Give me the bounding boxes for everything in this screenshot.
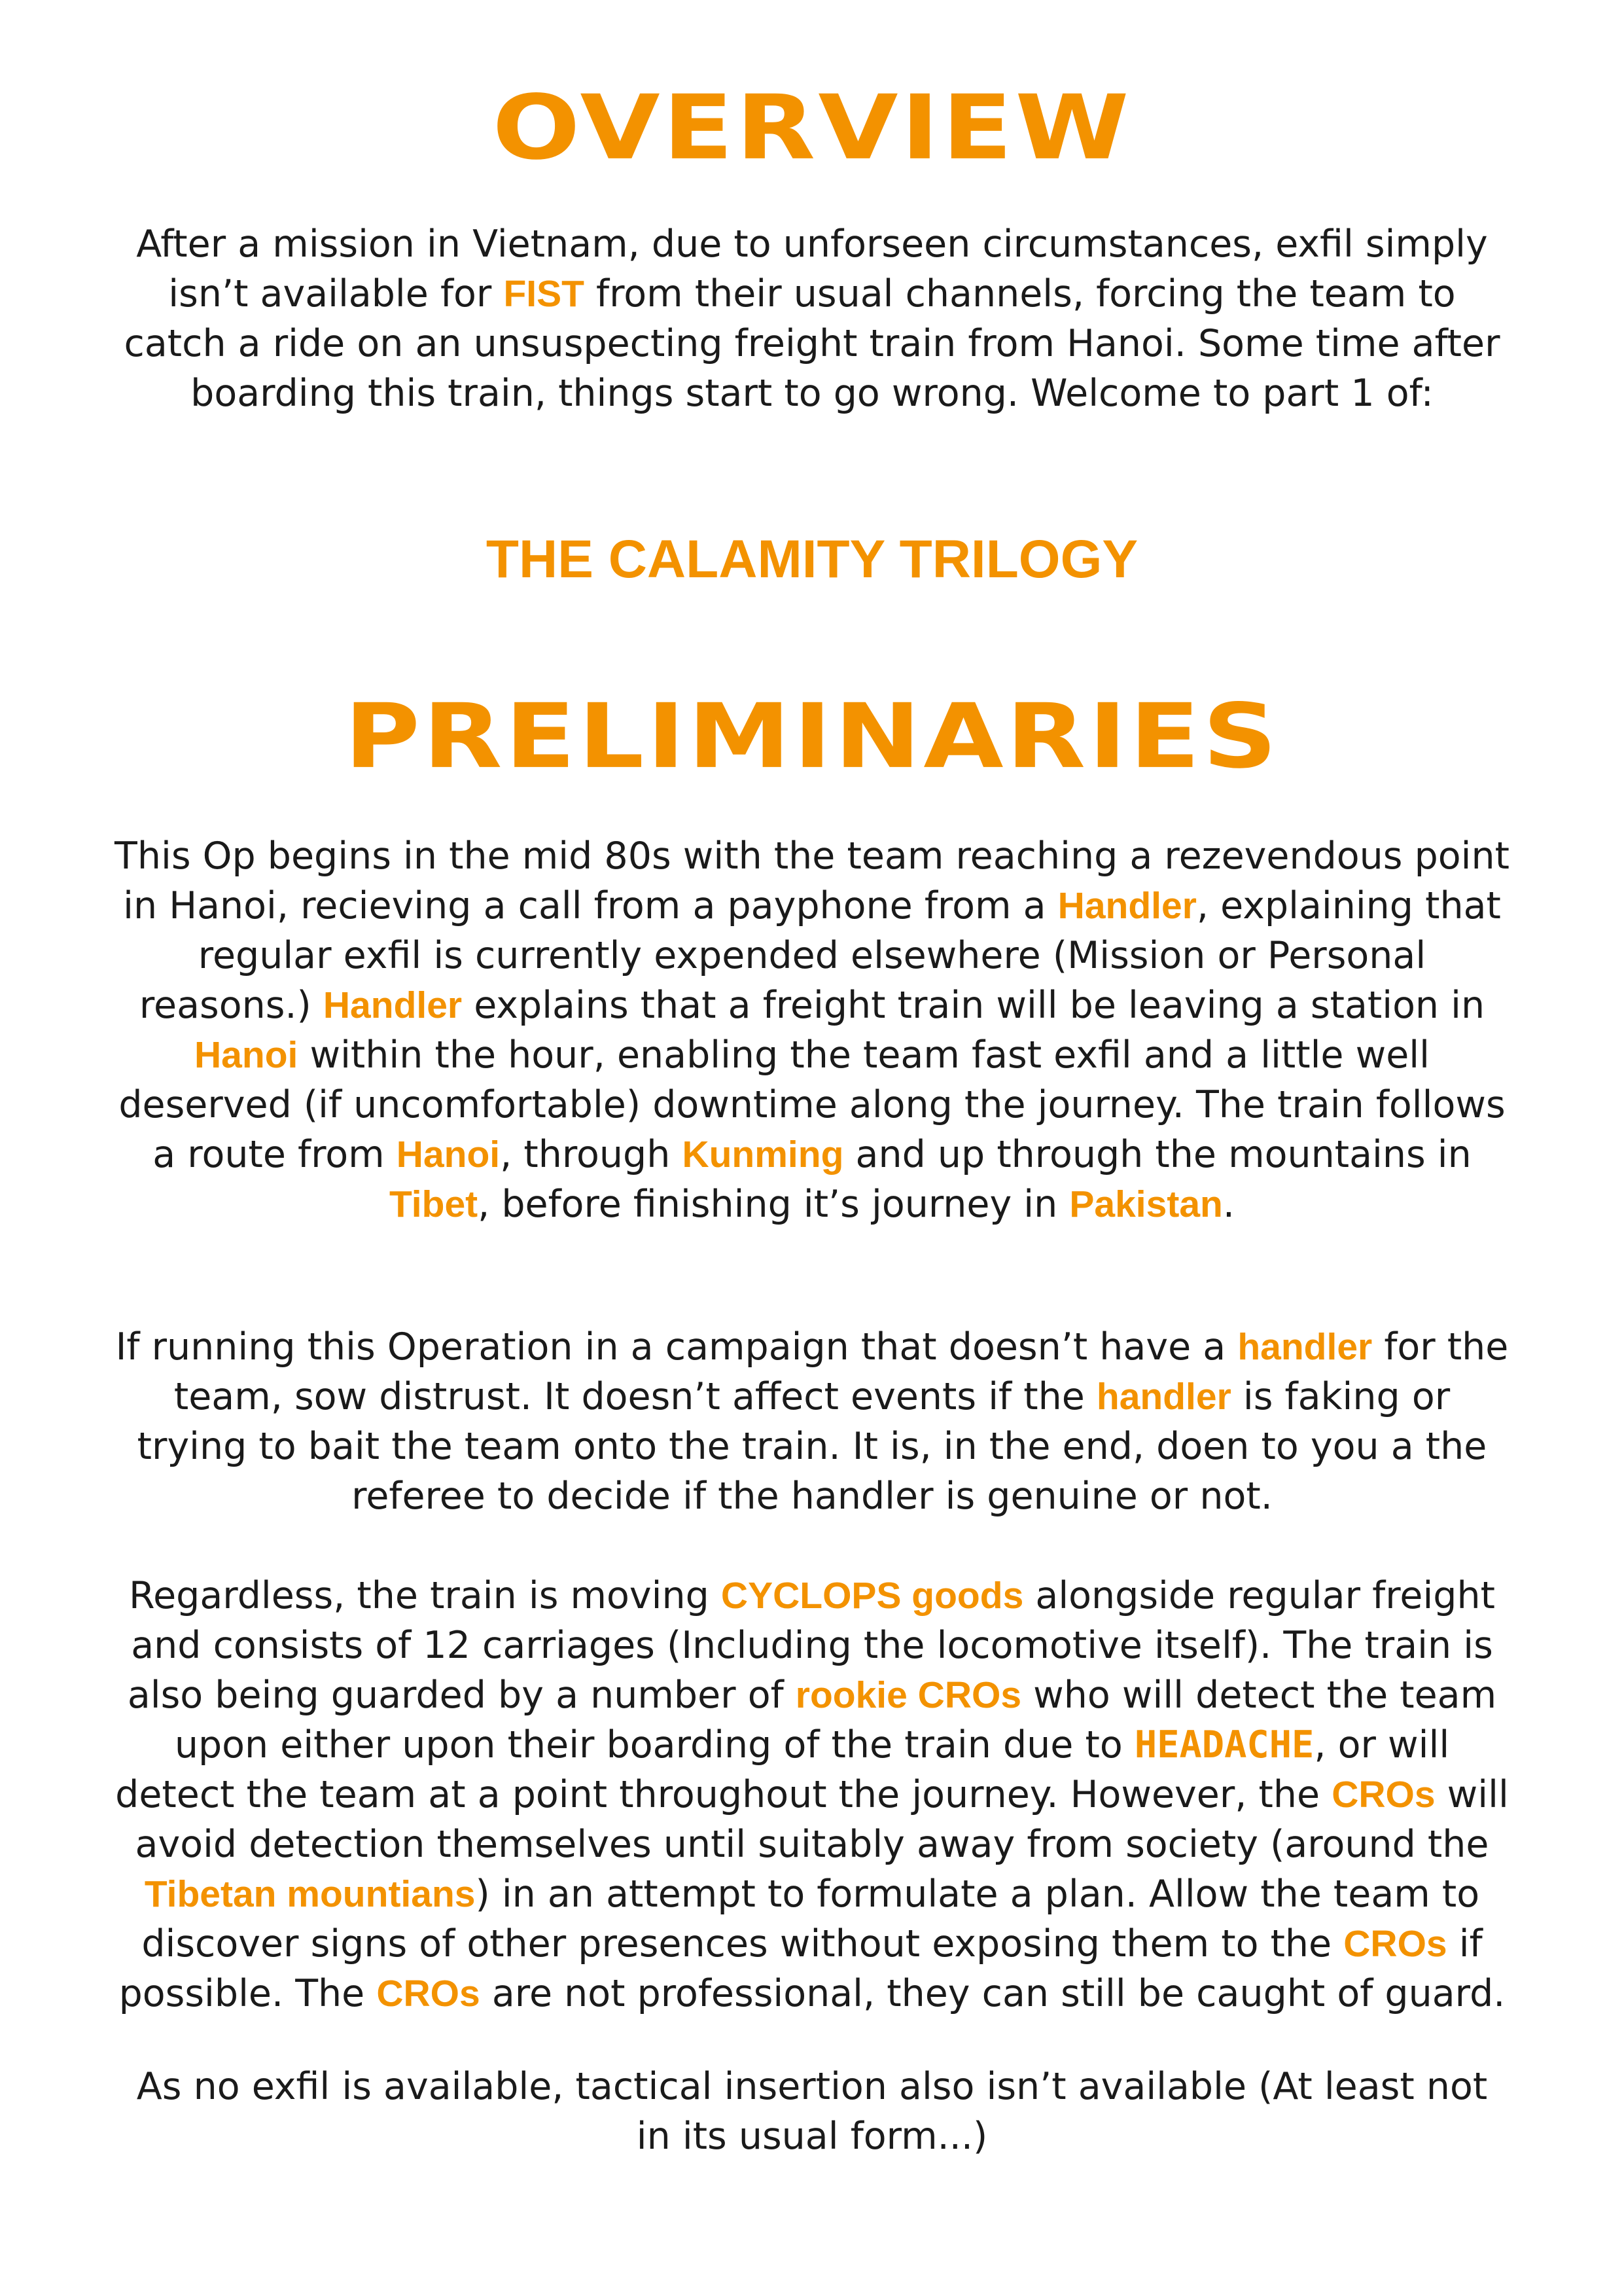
- highlight-handler: Handler: [1057, 885, 1197, 927]
- paragraph-text: alongside regular freight and consists of 12 carriages (Including the locomotive itself). The train is also being guarded by a number of: [127, 1574, 1495, 1717]
- paragraph-text: within the hour, enabling the team fast exfil and a little well deserved (if uncomfortable) downtime along the journey. The train follows a route from: [118, 1033, 1506, 1176]
- highlight-tibet: Tibet: [389, 1183, 478, 1225]
- paragraph-text: Regardless, the train is moving: [129, 1574, 721, 1617]
- paragraph-text: if possible. The: [118, 1922, 1483, 2015]
- highlight-handler: handler: [1237, 1326, 1373, 1368]
- paragraph-text: and up through the mountains in: [843, 1133, 1472, 1176]
- paragraph-text: who will detect the team upon either upon their boarding of the train due to: [174, 1674, 1497, 1767]
- paragraph-text: is faking or trying to bait the team onto the train. It is, in the end, doen to you a the referee to decide if the handler is genuine or not.: [137, 1375, 1487, 1518]
- highlight-headache: HEADACHE: [1134, 1723, 1315, 1767]
- highlight-pakistan: Pakistan: [1069, 1183, 1223, 1225]
- highlight-handler: handler: [1096, 1376, 1231, 1418]
- overview-paragraph: [115, 219, 1509, 418]
- preliminaries-paragraph-2: [115, 1322, 1509, 1521]
- overview-text: After a mission in Vietnam, due to unforseen circumstances, exfil simply isn’t available for: [136, 223, 1488, 315]
- overview-heading: OVERVIEW: [492, 76, 1132, 180]
- preliminaries-paragraph-1: [115, 831, 1509, 1229]
- paragraph-text: , through: [500, 1133, 682, 1176]
- highlight-fist: FIST: [503, 273, 584, 315]
- highlight-cros: CROs: [1332, 1774, 1436, 1816]
- overview-text: from their usual channels, forcing the team to catch a ride on an unsuspecting freight train from Hanoi. Some time after boarding this train, things start to go wrong. Welcome to part 1 of:: [124, 272, 1500, 415]
- highlight-cros: CROs: [376, 1973, 480, 2015]
- paragraph-text: are not professional, they can still be caught of guard.: [480, 1972, 1506, 2015]
- paragraph-text: , before finishing it’s journey in: [478, 1183, 1070, 1226]
- paragraph-text: ) in an attempt to formulate a plan. Allow the team to discover signs of other presences without exposing them to the: [141, 1873, 1480, 1965]
- paragraph-text: If running this Operation in a campaign that doesn’t have a: [115, 1325, 1238, 1369]
- preliminaries-paragraph-3: [115, 1571, 1509, 2018]
- highlight-tibetan-mountains: Tibetan mountians: [144, 1873, 476, 1915]
- highlight-rookie-cros: rookie CROs: [795, 1674, 1022, 1716]
- paragraph-text: , explaining that regular exfil is currently expended elsewhere (Mission or Personal reasons.): [139, 884, 1501, 1027]
- paragraph-text: will avoid detection themselves until suitably away from society (around the: [135, 1773, 1509, 1866]
- highlight-kunming: Kunming: [682, 1134, 844, 1175]
- highlight-cros: CROs: [1343, 1923, 1447, 1965]
- preliminaries-paragraph-4: [115, 2062, 1509, 2161]
- highlight-handler: Handler: [323, 984, 463, 1026]
- paragraph-text: This Op begins in the mid 80s with the team reaching a rezevendous point in Hanoi, recieving a call from a payphone from a: [115, 834, 1509, 927]
- paragraph-text: , or will detect the team at a point throughout the journey. However, the: [115, 1723, 1450, 1816]
- highlight-hanoi: Hanoi: [396, 1134, 501, 1175]
- paragraph-text: As no exfil is available, tactical insertion also isn’t available (At least not in its usual form...): [136, 2065, 1488, 2158]
- paragraph-text: for the team, sow distrust. It doesn’t affect events if the: [173, 1325, 1509, 1418]
- trilogy-subtitle: THE CALAMITY TRILOGY: [485, 529, 1139, 589]
- preliminaries-heading: PRELIMINARIES: [344, 685, 1280, 789]
- paragraph-text: .: [1222, 1183, 1235, 1226]
- paragraph-text: explains that a freight train will be leaving a station in: [462, 984, 1485, 1027]
- highlight-hanoi: Hanoi: [194, 1034, 298, 1076]
- highlight-cyclops-goods: CYCLOPS goods: [720, 1575, 1024, 1617]
